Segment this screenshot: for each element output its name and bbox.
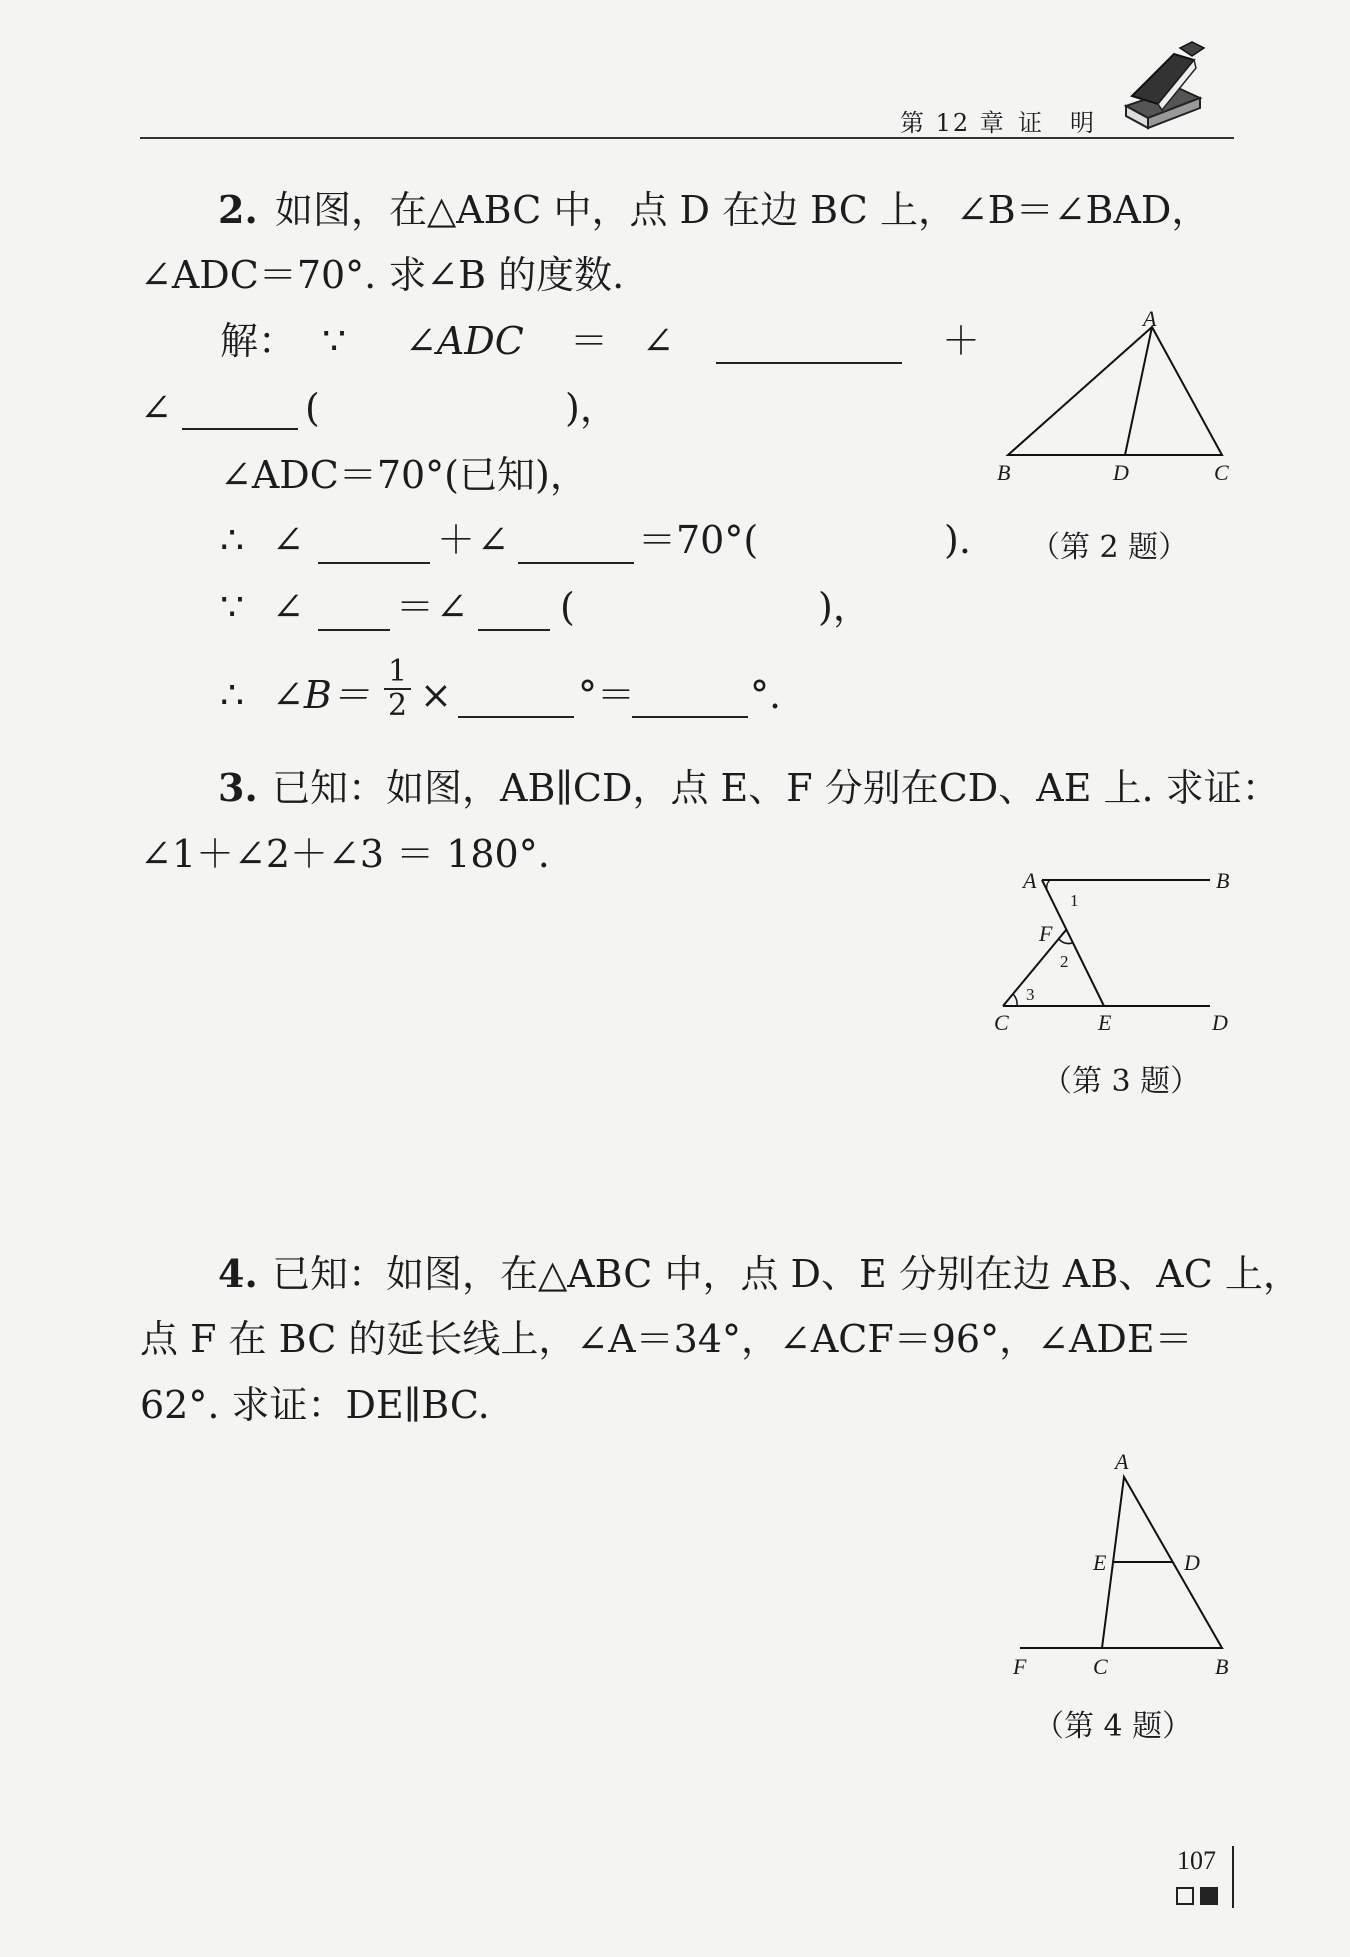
angle-b-eq: ∠B＝ bbox=[272, 673, 370, 717]
problem-2-number: 2. bbox=[218, 187, 258, 232]
blank-7[interactable] bbox=[458, 716, 574, 718]
solution-line-3: ∠ADC＝70°(已知)， bbox=[220, 453, 588, 497]
degree-equals: °＝ bbox=[578, 673, 636, 717]
fig4-label-f: F bbox=[1013, 1654, 1027, 1679]
fig3-label-d: D bbox=[1212, 1010, 1228, 1035]
fig3-label-e: E bbox=[1098, 1010, 1112, 1035]
fig2-label-c: C bbox=[1214, 460, 1229, 485]
times-sign: × bbox=[420, 673, 452, 717]
fig3-angle-3: 3 bbox=[1026, 985, 1035, 1004]
fig4-label-a: A bbox=[1115, 1449, 1129, 1474]
fig2-label-d: D bbox=[1113, 460, 1129, 485]
figure-4-caption: （第 4 题） bbox=[1034, 1709, 1193, 1744]
square-outline-icon bbox=[1176, 1887, 1194, 1905]
degree-end: °. bbox=[750, 673, 782, 717]
angle-symbol: ∠ bbox=[642, 319, 674, 363]
angle-symbol: ∠ bbox=[140, 386, 172, 430]
angle-symbol: ∠ bbox=[272, 518, 304, 562]
one-half-fraction bbox=[384, 656, 411, 721]
equals-sign: ＝ bbox=[396, 585, 435, 629]
blank-6[interactable] bbox=[478, 629, 550, 631]
fig4-label-c: C bbox=[1093, 1654, 1108, 1679]
header-rule bbox=[140, 137, 1234, 139]
problem-4-statement-line3: 62°. 求证：DE∥BC. bbox=[140, 1383, 490, 1427]
problem-4-number: 4. bbox=[218, 1251, 258, 1296]
triangle-abc bbox=[1008, 327, 1222, 455]
problem-2-statement-line2: ∠ADC＝70°. 求∠B 的度数. bbox=[140, 253, 625, 297]
angle-symbol: ∠ bbox=[477, 518, 509, 562]
blank-5[interactable] bbox=[318, 629, 390, 631]
plus-sign: ＋ bbox=[942, 319, 981, 363]
angle-symbol: ∠ bbox=[272, 585, 304, 629]
angle-symbol: ∠ bbox=[436, 585, 468, 629]
fig2-label-b: B bbox=[997, 460, 1011, 485]
fig4-label-e: E bbox=[1093, 1550, 1107, 1575]
figure-2-diagram bbox=[990, 305, 1240, 485]
footer-rule bbox=[1232, 1846, 1234, 1908]
paren-close: )， bbox=[818, 585, 871, 629]
reason-blank-1[interactable] bbox=[330, 389, 560, 429]
book-stack-icon bbox=[1118, 38, 1206, 134]
fraction-numerator: 1 bbox=[384, 656, 411, 690]
page-number: 107 bbox=[1177, 1846, 1216, 1875]
fig3-label-a: A bbox=[1023, 868, 1037, 893]
problem-3-statement-line1: 已知：如图，AB∥CD，点 E、F 分别在CD、AE 上. 求证： bbox=[272, 766, 1280, 810]
fig4-label-d: D bbox=[1184, 1550, 1200, 1575]
plus-sign: ＋ bbox=[437, 518, 476, 562]
blank-2[interactable] bbox=[182, 428, 298, 430]
problem-4-statement-line2: 点 F 在 BC 的延长线上，∠A＝34°，∠ACF＝96°，∠ADE＝ bbox=[140, 1317, 1193, 1361]
reason-blank-2[interactable] bbox=[760, 521, 940, 561]
fig3-label-c: C bbox=[994, 1010, 1009, 1035]
angle-adc: ∠ADC bbox=[405, 319, 524, 363]
because-symbol: ∵ bbox=[322, 319, 347, 363]
therefore-symbol: ∴ bbox=[220, 518, 245, 562]
problem-3-number: 3. bbox=[218, 765, 258, 810]
paren-open: ( bbox=[560, 585, 575, 629]
solution-label: 解： bbox=[220, 319, 297, 363]
square-filled-icon bbox=[1200, 1887, 1218, 1905]
eq-70: ＝70°( bbox=[638, 518, 759, 562]
reason-blank-3[interactable] bbox=[585, 588, 815, 628]
blank-1[interactable] bbox=[716, 362, 902, 364]
fig3-angle-2: 2 bbox=[1060, 952, 1069, 971]
chapter-title: 证 明 bbox=[1018, 109, 1096, 137]
problem-4-statement-line1: 已知：如图，在△ABC 中，点 D、E 分别在边 AB、AC 上， bbox=[272, 1252, 1301, 1296]
angle-2-arc bbox=[1059, 939, 1072, 944]
fig3-angle-1: 1 bbox=[1070, 891, 1079, 910]
figure-2-caption: （第 2 题） bbox=[1030, 530, 1189, 565]
therefore-symbol: ∴ bbox=[220, 673, 245, 717]
figure-3-caption: （第 3 题） bbox=[1042, 1064, 1201, 1099]
problem-2-statement-line1: 如图，在△ABC 中，点 D 在边 BC 上，∠B＝∠BAD， bbox=[275, 188, 1210, 232]
fig2-label-a: A bbox=[1143, 306, 1157, 331]
blank-8[interactable] bbox=[632, 716, 748, 718]
blank-3[interactable] bbox=[318, 562, 430, 564]
paren-open: ( bbox=[305, 386, 320, 430]
fig4-label-b: B bbox=[1215, 1654, 1229, 1679]
fig3-label-b: B bbox=[1216, 868, 1230, 893]
problem-3-statement-line2: ∠1＋∠2＋∠3 ＝ 180°. bbox=[140, 832, 550, 876]
equals-sign: ＝ bbox=[570, 319, 609, 363]
because-symbol: ∵ bbox=[220, 585, 245, 629]
angle-1-arc bbox=[1047, 880, 1050, 890]
paren-close: ). bbox=[944, 518, 971, 562]
fraction-denominator: 2 bbox=[388, 687, 408, 723]
angle-3-arc bbox=[1013, 994, 1017, 1006]
chapter-label: 第 12 章 bbox=[900, 109, 1006, 137]
blank-4[interactable] bbox=[518, 562, 634, 564]
fig3-label-f: F bbox=[1039, 921, 1053, 946]
paren-close: )， bbox=[565, 386, 618, 430]
segment-cf bbox=[1003, 930, 1066, 1006]
